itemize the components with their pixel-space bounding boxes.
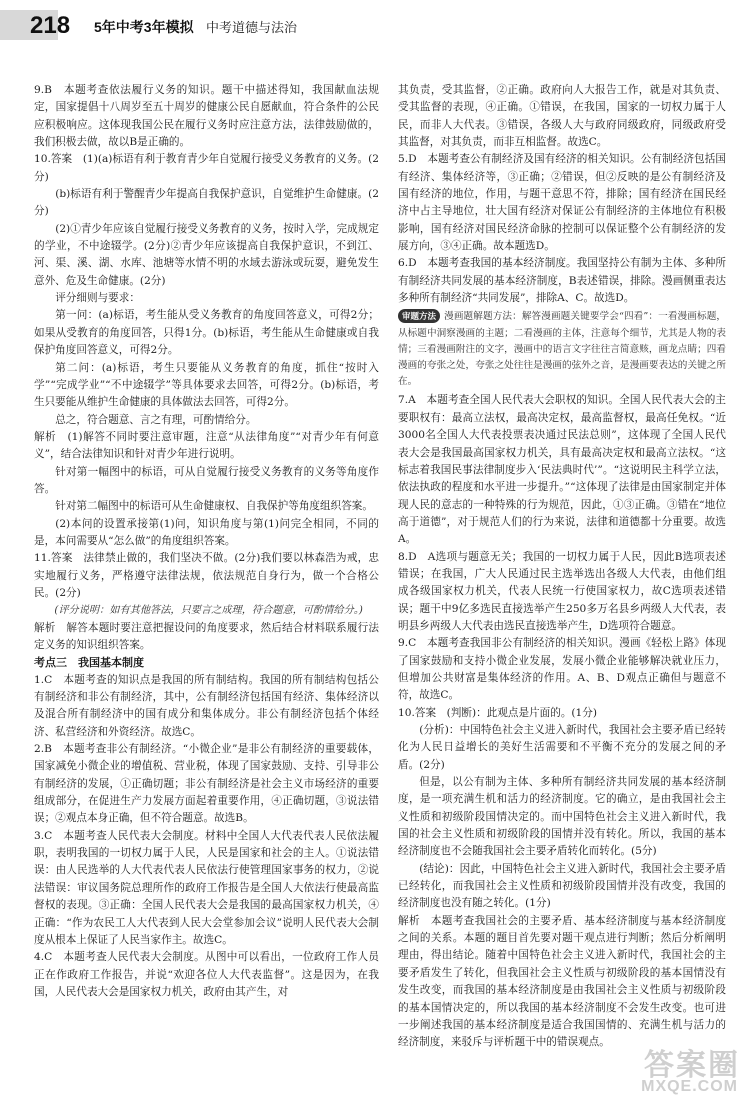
subject-title: 中考道德与法治 [206,21,298,36]
watermark-url: MXQE.COM [641,1078,738,1095]
answer-11: 11.答案 法律禁止做的，我们坚决不做。(2分)我们要以林森浩为戒，忠实地履行义务，严格遵守法律法规，依法规范自身行为，做一个合格公民。(2分) [34,552,379,599]
analysis-10-q2: (2)本问的设置承接第(1)问，知识角度与第(1)问完全相同，不同的是，本问需要从“怎么做”的角度组织答案。 [34,517,379,547]
analysis-10: 解析 (1)解答不同时要注意审题，注意“从法律角度”“对青少年有何意义”，结合法律知识和针对青少年进行说明。 [34,430,379,461]
scoring-summary: 总之，符合题意、言之有理，可酌情给分。 [55,413,257,426]
tip-badge: 审题方法 [398,309,440,323]
answer-8d: 8.D A选项与题意无关；我国的一切权力属于人民，因此B选项表述错误；在我国，广大人民通过民主选举选出各级人大代表，由他们组成各级国家权力机关，代表人民统一行使国家权力，故C选项表述错误；题干中9亿多选民直接选举产生250多万名县乡两级人大代表，表明县乡两级人大代表由选民直接选举产生，D选项符合题意。 [398,550,726,632]
answer-3c: 3.C 本题考查人民代表大会制度。材料中全国人大代表代表人民依法履职，表明我国的一切权力属于人民，人民是国家和社会的主人。①说法错误：由人民选举的人大代表代表人民依法行使管理国家事务的权力，②说法错误：审议国务院总理所作的政府工作报告是全国人大依法行使最高监督权的表现。③正确：全国人民代表大会是我国的最高国家权力机关，④正确：“作为农民工人大代表到人民大会堂参加会议”说明人民代表大会制度从根本上保证了人民当家作主。故选C。 [34,829,379,946]
right-column [398,82,726,1052]
answer-6d: 6.D 本题考查我国的基本经济制度。我国坚持公有制为主体、多种所有制经济共同发展的基本经济制度，B表述错误，排除。漫画侧重表达多种所有制经济“共同发展”，排除A、C。故选D。 [398,257,726,305]
answer-10-judge: 10.答案 (判断)：此观点是片面的。(1分) [398,706,598,719]
answer-4c: 4.C 本题考查人民代表大会制度。从图中可以看出，一位政府工作人员正在作政府工作报告，并说“欢迎各位人大代表监督”。这是因为，在我国，人民代表大会是国家权力机关，政府由其产生，对 [34,951,379,998]
left-column [34,82,379,1001]
answer-10-b: (b)标语有利于警醒青少年提高自我保护意识，自觉维护生命健康。(2分) [34,188,379,218]
section-heading: 考点三 我国基本制度 [34,656,144,670]
answer-10-reason: 但是，以公有制为主体、多种所有制经济共同发展的基本经济制度，是一项充满生机和活力的经济制度。它的确立，是由我国社会主义性质和初级阶段国情决定的。而中国特色社会主义进入新时代，我国的社会主义性质和初级阶段的国情并没有转化。所以，我国的基本经济制度也不会随我国社会主要矛盾转化而转化。(5分) [398,776,726,858]
answer-10-analysis: (分析)：中国特色社会主义进入新时代，我国社会主要矛盾已经转化为人民日益增长的美好生活需要和不平衡不充分的发展之间的矛盾。(2分) [398,724,726,771]
tip-box [398,309,726,390]
answer-1c: 1.C 本题考查的知识点是我国的所有制结构。我国的所有制结构包括公有制经济和非公有制经济，其中，公有制经济包括国有经济、集体经济以及混合所有制经济中的国有成分和集体成分。非公有制经济包括个体经济、私营经济和外资经济。故选C。 [34,673,379,738]
answer-10-a: 10.答案 (1)(a)标语有利于教育青少年自觉履行接受义务教育的义务。(2分) [34,153,379,183]
answer-10-conclusion: (结论)：因此，中国特色社会主义进入新时代，我国社会主要矛盾已经转化，而我国社会主义性质和初级阶段国情并没有改变，我国的经济制度也没有随之转化。(1分) [398,862,726,910]
answer-11-note: (评分说明：如有其他答法，只要言之成理，符合题意，可酌情给分。) [54,605,363,617]
scoring-title: 评分细则与要求： [55,292,140,305]
answer-9c: 9.C 本题考查我国非公有制经济的相关知识。漫画《轻松上路》体现了国家鼓励和支持小微企业发展，发展小微企业能够解决就业压力，但增加公共财富是集体经济的作用。A、B、D观点正确但与题意不符，故选C。 [398,637,726,702]
answer-2b: 2.B 本题考查非公有制经济。“小微企业”是非公有制经济的重要载体，国家减免小微企业的增值税、营业税，体现了国家鼓励、支持、引导非公有制经济的发展，①正确切题；非公有制经济是社会主义市场经济的重要组成部分，在促进生产力发展方面起着重要作用，④正确切题，③说法错误；②观点本身正确，但不符合题意。故选B。 [34,743,379,825]
answer-4c-cont: 其负责，受其监督，②正确。政府向人大报告工作，就是对其负责、受其监督的表现，④正确。①错误，在我国，国家的一切权力属于人民，而非人大代表。③错误，各级人大与政府同级政府，同级政府受其监督，对其负责，而非互相监督。故选C。 [398,84,726,149]
tip-text: 漫画题解题方法：解答漫画题关键要学会“四看”：一看漫画标题，从标题中洞察漫画的主题；二看漫画的主体，注意每个细节，尤其是人物的表情；三看漫画附注的文字，漫画中的语言文字往往言简意赅，画龙点睛；四看漫画的夸张之处，夸张之处往往是漫画的弦外之音，是漫画要表达的关键之所在。 [398,311,726,388]
page-header [0,0,750,58]
watermark-logo [610,1040,740,1100]
book-series-title: 5年中考3年模拟 [94,19,194,35]
page-number: 218 [30,12,71,39]
answer-5d: 5.D 本题考查公有制经济及国有经济的相关知识。公有制经济包括国有经济、集体经济等，③正确；②错误，但②反映的是公有制经济及国有经济的地位，作用，与题干意思不符，排除；国有经济在国民经济中占主导地位，壮大国有经济对保证公有制经济的主体地位有积极影响，国有经济对国民经济命脉的控制可以保证整个公有制经济的发展方向，③④正确。故本题选D。 [398,153,726,253]
scoring-q1: 第一问：(a)标语，考生能从受义务教育的角度回答意义，可得2分；如果从受教育的角度回答，只得1分。(b)标语，考生能从生命健康或自我保护角度回答意义，可得2分。 [34,309,379,357]
analysis-11: 解析 解答本题时要注意把握设问的角度要求，然后结合材料联系履行法定义务的知识组织答案。 [34,621,379,651]
analysis-10-img1: 针对第一幅图中的标语，可从自觉履行接受义务教育的义务等角度作答。 [34,465,379,495]
answer-7a: 7.A 本题考查全国人民代表大会职权的知识。全国人民代表大会的主要职权有：最高立法权，最高决定权，最高监督权，最高任免权。“近3000名全国人大代表投票表决通过民法总则”，这体现了全国人民代表大会是我国最高国家权力机关，具有最高决定权和最高立法权。“这标志着我国民事法律制度步入‘民法典时代’”。“这说明民主科学立法，依法执政的程度和水平进一步提升。”“这体现了法律是由国家制定并体现人民的意志的一种特殊的行为规范，因此，①③正确。③错在“地位高于道德”，对于规范人们的行为来说，法律和道德都十分重要。故选A。 [398,394,726,546]
answer-9b: 9.B 本题考查依法履行义务的知识。题干中描述得知，我国献血法规定，国家提倡十八周岁至五十周岁的健康公民自愿献血，符合条件的公民应积极响应。这体现我国公民在履行义务时应注意方法，法律鼓励做的，我们积极去做，故以B是正确的。 [34,84,379,149]
answer-10-c: (2)①青少年应该自觉履行接受义务教育的义务，按时入学，完成规定的学业，不中途辍学。(2分)②青少年应该提高自我保护意识，不到江、河、渠、溪、湖、水库、池塘等水情不明的水域去游泳或玩耍，避免发生意外、危及生命健康。(2分) [34,222,379,287]
watermark-text: 答案圈 [644,1048,740,1083]
analysis-10-img2: 针对第二幅图中的标语可从生命健康权、自我保护等角度组织答案。 [55,500,373,513]
scoring-q2: 第二问：(a)标语，考生只要能从义务教育的角度，抓住“按时入学”“完成学业”“不中途辍学”等具体要求去回答，可得2分。(b)标语，考生只要能从维护生命健康的具体做法去回答，可得2分。 [34,361,379,409]
analysis-10-right: 解析 本题考查我国社会的主要矛盾、基本经济制度与基本经济制度之间的关系。本题的题目首先要对题干观点进行判断；然后分析阐明理由，得出结论。随着中国特色社会主义进入新时代，我国社会的主要矛盾发生了转化，但我国社会主义性质与初级阶段的基本国情没有发生改变，而我国的基本经济制度是由我国社会主义性质与初级阶段的基本国情决定的，所以我国的基本经济制度不会发生改变。也可进一步阐述我国的基本经济制度是适合我国国情的、充满生机与活力的经济制度，来驳斥与评析题干中的错误观点。 [398,914,726,1049]
